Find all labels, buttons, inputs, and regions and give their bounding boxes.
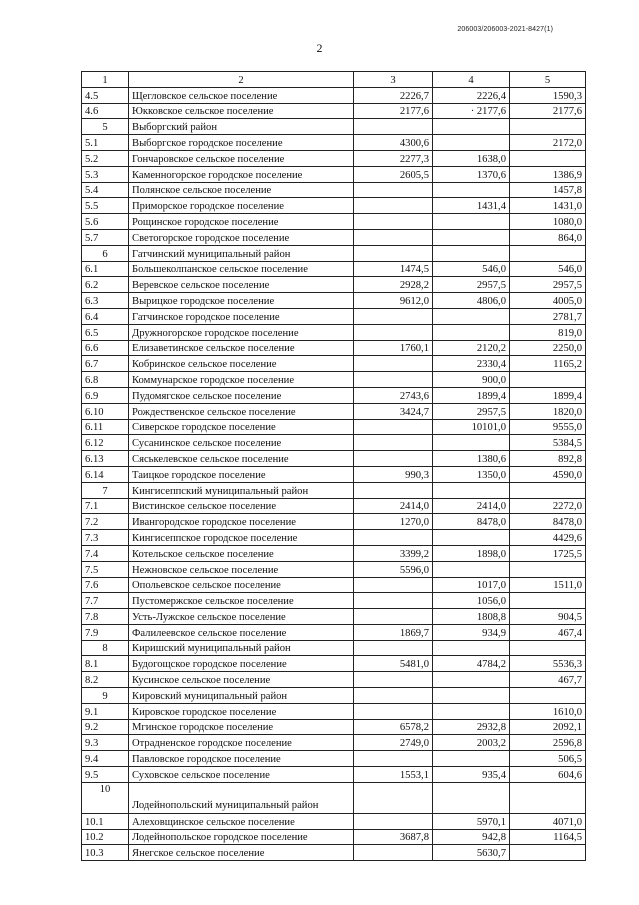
row-number-cell: 6.7	[82, 356, 129, 372]
value-cell-col4	[433, 308, 510, 324]
row-number-cell: 7.2	[82, 514, 129, 530]
row-name-cell: Каменногорское городское поселение	[129, 166, 354, 182]
row-name-cell: Отрадненское городское поселение	[129, 735, 354, 751]
value-cell-col5: 1820,0	[510, 403, 586, 419]
value-cell-col3	[354, 308, 433, 324]
row-number-cell: 6.13	[82, 451, 129, 467]
value-cell-col5: 4005,0	[510, 293, 586, 309]
value-cell-col4: 5630,7	[433, 845, 510, 861]
table-row	[82, 103, 586, 119]
row-number-cell: 8.2	[82, 672, 129, 688]
value-cell-col4: 10101,0	[433, 419, 510, 435]
value-cell-col4	[433, 530, 510, 546]
table-row	[82, 719, 586, 735]
table-row	[82, 466, 586, 482]
table-row	[82, 451, 586, 467]
table-row	[82, 166, 586, 182]
row-name-cell: Гатчинский муниципальный район	[129, 245, 354, 261]
row-name-cell: Таицкое городское поселение	[129, 466, 354, 482]
row-number-cell: 5.4	[82, 182, 129, 198]
table-row	[82, 845, 586, 861]
table-row	[82, 482, 586, 498]
table-row	[82, 561, 586, 577]
row-number-cell: 10.2	[82, 829, 129, 845]
row-name-cell: Щегловское сельское поселение	[129, 87, 354, 103]
row-name-cell: Котельское сельское поселение	[129, 545, 354, 561]
value-cell-col5	[510, 372, 586, 388]
value-cell-col4	[433, 182, 510, 198]
value-cell-col4: 2226,4	[433, 87, 510, 103]
row-name-cell: Веревское сельское поселение	[129, 277, 354, 293]
value-cell-col3	[354, 482, 433, 498]
value-cell-col5	[510, 119, 586, 135]
row-name-cell: Кусинское сельское поселение	[129, 672, 354, 688]
table-row	[82, 324, 586, 340]
column-header: 5	[510, 72, 586, 88]
row-number-cell: 7.1	[82, 498, 129, 514]
table-row	[82, 214, 586, 230]
value-cell-col3	[354, 782, 433, 813]
value-cell-col5: 1511,0	[510, 577, 586, 593]
row-number-cell: 7.7	[82, 593, 129, 609]
value-cell-col5: 2781,7	[510, 308, 586, 324]
row-number-cell: 5.3	[82, 166, 129, 182]
table-row	[82, 435, 586, 451]
value-cell-col3	[354, 372, 433, 388]
row-name-cell: Мгинское городское поселение	[129, 719, 354, 735]
value-cell-col5	[510, 482, 586, 498]
row-number-cell: 6.5	[82, 324, 129, 340]
value-cell-col3	[354, 672, 433, 688]
row-name-cell: Киришский муниципальный район	[129, 640, 354, 656]
value-cell-col3	[354, 229, 433, 245]
row-number-cell: 5.6	[82, 214, 129, 230]
row-name-cell: Елизаветинское сельское поселение	[129, 340, 354, 356]
value-cell-col4: 4784,2	[433, 656, 510, 672]
row-name-cell: Гончаровское сельское поселение	[129, 150, 354, 166]
value-cell-col5: 2172,0	[510, 135, 586, 151]
value-cell-col5	[510, 150, 586, 166]
row-number-cell: 6.14	[82, 466, 129, 482]
value-cell-col3	[354, 845, 433, 861]
row-name-cell: Будогощское городское поселение	[129, 656, 354, 672]
table-row	[82, 277, 586, 293]
value-cell-col3: 3399,2	[354, 545, 433, 561]
row-number-cell: 7.9	[82, 624, 129, 640]
table-row	[82, 372, 586, 388]
table-row	[82, 782, 586, 813]
budget-table	[81, 71, 586, 861]
value-cell-col4	[433, 672, 510, 688]
table-row	[82, 119, 586, 135]
row-name-cell: Алеховщинское сельское поселение	[129, 813, 354, 829]
value-cell-col4: 2932,8	[433, 719, 510, 735]
value-cell-col3	[354, 182, 433, 198]
row-number-cell: 9.2	[82, 719, 129, 735]
value-cell-col5: 5536,3	[510, 656, 586, 672]
value-cell-col5	[510, 782, 586, 813]
value-cell-col4	[433, 688, 510, 704]
column-header: 2	[129, 72, 354, 88]
column-header: 1	[82, 72, 129, 88]
column-header: 3	[354, 72, 433, 88]
value-cell-col3: 2277,3	[354, 150, 433, 166]
value-cell-col4	[433, 561, 510, 577]
table-row	[82, 751, 586, 767]
value-cell-col5: 1386,9	[510, 166, 586, 182]
row-name-cell: Суховское сельское поселение	[129, 767, 354, 783]
value-cell-col5: 467,7	[510, 672, 586, 688]
value-cell-col5: 4071,0	[510, 813, 586, 829]
value-cell-col3: 2226,7	[354, 87, 433, 103]
value-cell-col3: 1270,0	[354, 514, 433, 530]
row-name-cell: Нежновское сельское поселение	[129, 561, 354, 577]
table-row	[82, 656, 586, 672]
value-cell-col4: 1056,0	[433, 593, 510, 609]
value-cell-col4	[433, 119, 510, 135]
value-cell-col5: 2272,0	[510, 498, 586, 514]
value-cell-col5: 1165,2	[510, 356, 586, 372]
value-cell-col3	[354, 751, 433, 767]
table-row	[82, 640, 586, 656]
row-number-cell: 9.5	[82, 767, 129, 783]
value-cell-col4: 2003,2	[433, 735, 510, 751]
value-cell-col3	[354, 813, 433, 829]
value-cell-col4: 2330,4	[433, 356, 510, 372]
row-number-cell: 5.2	[82, 150, 129, 166]
value-cell-col3	[354, 324, 433, 340]
value-cell-col3: 3424,7	[354, 403, 433, 419]
value-cell-col5: 2250,0	[510, 340, 586, 356]
row-number-cell: 5.1	[82, 135, 129, 151]
column-header: 4	[433, 72, 510, 88]
value-cell-col5	[510, 561, 586, 577]
value-cell-col3: 4300,6	[354, 135, 433, 151]
value-cell-col5	[510, 688, 586, 704]
table-row	[82, 403, 586, 419]
value-cell-col4	[433, 782, 510, 813]
row-name-cell: Кингисеппский муниципальный район	[129, 482, 354, 498]
table-row	[82, 229, 586, 245]
value-cell-col5: 2957,5	[510, 277, 586, 293]
value-cell-col5: 904,5	[510, 609, 586, 625]
row-name-cell: Коммунарское городское поселение	[129, 372, 354, 388]
value-cell-col4: 900,0	[433, 372, 510, 388]
value-cell-col3: 5481,0	[354, 656, 433, 672]
value-cell-col3: 9612,0	[354, 293, 433, 309]
value-cell-col5: 4590,0	[510, 466, 586, 482]
row-number-cell: 6.4	[82, 308, 129, 324]
value-cell-col3: 2743,6	[354, 387, 433, 403]
row-number-cell: 6.12	[82, 435, 129, 451]
table-row	[82, 829, 586, 845]
table-row	[82, 735, 586, 751]
value-cell-col4: 1808,8	[433, 609, 510, 625]
value-cell-col3	[354, 593, 433, 609]
row-name-cell: Полянское сельское поселение	[129, 182, 354, 198]
row-number-cell: 5	[82, 119, 129, 135]
value-cell-col5: 1610,0	[510, 703, 586, 719]
row-number-cell: 5.7	[82, 229, 129, 245]
table-row	[82, 293, 586, 309]
row-name-cell: Рощинское городское поселение	[129, 214, 354, 230]
value-cell-col3: 1869,7	[354, 624, 433, 640]
table-row	[82, 514, 586, 530]
value-cell-col5: 892,8	[510, 451, 586, 467]
row-name-cell: Павловское городское поселение	[129, 751, 354, 767]
table-row	[82, 609, 586, 625]
row-name-cell: Сяськелевское сельское поселение	[129, 451, 354, 467]
value-cell-col3	[354, 419, 433, 435]
row-name-cell: Кобринское сельское поселение	[129, 356, 354, 372]
row-number-cell: 6.1	[82, 261, 129, 277]
value-cell-col5: 2596,8	[510, 735, 586, 751]
value-cell-col4: 1380,6	[433, 451, 510, 467]
row-name-cell: Сусанинское сельское поселение	[129, 435, 354, 451]
table-row	[82, 813, 586, 829]
row-name-cell: Рождественское сельское поселение	[129, 403, 354, 419]
value-cell-col4	[433, 640, 510, 656]
value-cell-col4	[433, 751, 510, 767]
row-name-cell: Ивангородское городское поселение	[129, 514, 354, 530]
value-cell-col3	[354, 703, 433, 719]
value-cell-col3: 1474,5	[354, 261, 433, 277]
value-cell-col4: 8478,0	[433, 514, 510, 530]
row-name-cell: Усть-Лужское сельское поселение	[129, 609, 354, 625]
value-cell-col5: 5384,5	[510, 435, 586, 451]
table-row	[82, 387, 586, 403]
value-cell-col4	[433, 703, 510, 719]
row-number-cell: 6.9	[82, 387, 129, 403]
value-cell-col4: 2414,0	[433, 498, 510, 514]
value-cell-col4: 546,0	[433, 261, 510, 277]
table-row	[82, 308, 586, 324]
table-row	[82, 703, 586, 719]
value-cell-col3: 1760,1	[354, 340, 433, 356]
table-row	[82, 198, 586, 214]
row-name-cell: Пудомягское сельское поселение	[129, 387, 354, 403]
value-cell-col4: 1350,0	[433, 466, 510, 482]
value-cell-col3	[354, 688, 433, 704]
row-name-cell: Вырицкое городское поселение	[129, 293, 354, 309]
value-cell-col3	[354, 245, 433, 261]
table-row	[82, 261, 586, 277]
row-name-cell: Гатчинское городское поселение	[129, 308, 354, 324]
row-name-cell: Кингисеппское городское поселение	[129, 530, 354, 546]
value-cell-col5: 8478,0	[510, 514, 586, 530]
table-row	[82, 672, 586, 688]
value-cell-col3: 2605,5	[354, 166, 433, 182]
row-number-cell: 10	[82, 782, 129, 813]
value-cell-col4: 4806,0	[433, 293, 510, 309]
value-cell-col3: 2928,2	[354, 277, 433, 293]
table-row	[82, 498, 586, 514]
row-number-cell: 6.11	[82, 419, 129, 435]
row-name-cell: Сиверское городское поселение	[129, 419, 354, 435]
row-name-cell: Светогорское городское поселение	[129, 229, 354, 245]
row-number-cell: 7	[82, 482, 129, 498]
row-number-cell: 9.4	[82, 751, 129, 767]
value-cell-col3	[354, 119, 433, 135]
row-name-cell: Лодейнопольский муниципальный район	[129, 782, 354, 813]
value-cell-col5: 1164,5	[510, 829, 586, 845]
row-name-cell: Дружногорское городское поселение	[129, 324, 354, 340]
row-number-cell: 6.2	[82, 277, 129, 293]
value-cell-col5: 1431,0	[510, 198, 586, 214]
value-cell-col3: 3687,8	[354, 829, 433, 845]
value-cell-col4	[433, 135, 510, 151]
row-number-cell: 7.6	[82, 577, 129, 593]
value-cell-col5: 1590,3	[510, 87, 586, 103]
page-number: 2	[316, 41, 323, 55]
document-id: 206003/206003-2021-8427(1)	[457, 26, 553, 33]
row-number-cell: 6	[82, 245, 129, 261]
row-number-cell: 8.1	[82, 656, 129, 672]
row-number-cell: 7.5	[82, 561, 129, 577]
row-name-cell: Янегское сельское поселение	[129, 845, 354, 861]
row-number-cell: 5.5	[82, 198, 129, 214]
value-cell-col4	[433, 229, 510, 245]
table-row	[82, 545, 586, 561]
row-name-cell: Кировское городское поселение	[129, 703, 354, 719]
value-cell-col5: 506,5	[510, 751, 586, 767]
value-cell-col5: 4429,6	[510, 530, 586, 546]
value-cell-col3: 1553,1	[354, 767, 433, 783]
row-name-cell: Приморское городское поселение	[129, 198, 354, 214]
value-cell-col3	[354, 640, 433, 656]
value-cell-col5: 1457,8	[510, 182, 586, 198]
value-cell-col3: 2749,0	[354, 735, 433, 751]
value-cell-col3: 5596,0	[354, 561, 433, 577]
value-cell-col4: 1017,0	[433, 577, 510, 593]
table-header-row	[82, 72, 586, 88]
value-cell-col3	[354, 198, 433, 214]
table-row	[82, 87, 586, 103]
value-cell-col5: 864,0	[510, 229, 586, 245]
value-cell-col4	[433, 214, 510, 230]
value-cell-col5: 9555,0	[510, 419, 586, 435]
value-cell-col5: 1899,4	[510, 387, 586, 403]
value-cell-col3: 6578,2	[354, 719, 433, 735]
row-name-cell: Выборгское городское поселение	[129, 135, 354, 151]
value-cell-col4	[433, 245, 510, 261]
row-name-cell: Фалилеевское сельское поселение	[129, 624, 354, 640]
table-row	[82, 767, 586, 783]
value-cell-col5: 604,6	[510, 767, 586, 783]
row-name-cell: Пустомержское сельское поселение	[129, 593, 354, 609]
row-number-cell: 6.8	[82, 372, 129, 388]
value-cell-col4: · 2177,6	[433, 103, 510, 119]
table-row	[82, 340, 586, 356]
row-number-cell: 7.4	[82, 545, 129, 561]
value-cell-col4: 1370,6	[433, 166, 510, 182]
value-cell-col5: 819,0	[510, 324, 586, 340]
row-number-cell: 9.3	[82, 735, 129, 751]
table-row	[82, 150, 586, 166]
row-number-cell: 9.1	[82, 703, 129, 719]
row-number-cell: 6.3	[82, 293, 129, 309]
value-cell-col4: 1898,0	[433, 545, 510, 561]
table-row	[82, 135, 586, 151]
value-cell-col5: 2177,6	[510, 103, 586, 119]
row-name-cell: Выборгский район	[129, 119, 354, 135]
value-cell-col5: 546,0	[510, 261, 586, 277]
value-cell-col4: 5970,1	[433, 813, 510, 829]
table-row	[82, 182, 586, 198]
value-cell-col5	[510, 845, 586, 861]
row-number-cell: 6.10	[82, 403, 129, 419]
value-cell-col4: 1431,4	[433, 198, 510, 214]
row-number-cell: 10.3	[82, 845, 129, 861]
value-cell-col3: 2414,0	[354, 498, 433, 514]
value-cell-col3	[354, 214, 433, 230]
value-cell-col4: 2957,5	[433, 277, 510, 293]
table-row	[82, 245, 586, 261]
value-cell-col5: 1725,5	[510, 545, 586, 561]
table-row	[82, 530, 586, 546]
value-cell-col3	[354, 451, 433, 467]
value-cell-col4: 1638,0	[433, 150, 510, 166]
value-cell-col4: 1899,4	[433, 387, 510, 403]
table-row	[82, 688, 586, 704]
value-cell-col3	[354, 530, 433, 546]
row-number-cell: 7.8	[82, 609, 129, 625]
value-cell-col4: 942,8	[433, 829, 510, 845]
value-cell-col3	[354, 577, 433, 593]
row-number-cell: 7.3	[82, 530, 129, 546]
value-cell-col3	[354, 356, 433, 372]
row-name-cell: Большеколпанское сельское поселение	[129, 261, 354, 277]
value-cell-col4	[433, 324, 510, 340]
table-row	[82, 593, 586, 609]
row-name-cell: Лодейнопольское городское поселение	[129, 829, 354, 845]
table-row	[82, 624, 586, 640]
row-name-cell: Юкковское сельское поселение	[129, 103, 354, 119]
value-cell-col5	[510, 245, 586, 261]
row-name-cell: Кировский муниципальный район	[129, 688, 354, 704]
value-cell-col4	[433, 482, 510, 498]
value-cell-col4: 2957,5	[433, 403, 510, 419]
row-name-cell: Вистинское сельское поселение	[129, 498, 354, 514]
row-number-cell: 8	[82, 640, 129, 656]
value-cell-col3	[354, 609, 433, 625]
value-cell-col4: 2120,2	[433, 340, 510, 356]
value-cell-col3: 990,3	[354, 466, 433, 482]
value-cell-col4: 935,4	[433, 767, 510, 783]
value-cell-col3: 2177,6	[354, 103, 433, 119]
value-cell-col5: 1080,0	[510, 214, 586, 230]
table-body	[82, 87, 586, 860]
table-row	[82, 356, 586, 372]
value-cell-col4	[433, 435, 510, 451]
value-cell-col5	[510, 593, 586, 609]
table-row	[82, 577, 586, 593]
row-name-cell: Опольевское сельское поселение	[129, 577, 354, 593]
value-cell-col5	[510, 640, 586, 656]
value-cell-col3	[354, 435, 433, 451]
row-number-cell: 10.1	[82, 813, 129, 829]
value-cell-col4: 934,9	[433, 624, 510, 640]
table-row	[82, 419, 586, 435]
value-cell-col5: 467,4	[510, 624, 586, 640]
row-number-cell: 9	[82, 688, 129, 704]
row-number-cell: 6.6	[82, 340, 129, 356]
row-number-cell: 4.6	[82, 103, 129, 119]
value-cell-col5: 2092,1	[510, 719, 586, 735]
row-number-cell: 4.5	[82, 87, 129, 103]
